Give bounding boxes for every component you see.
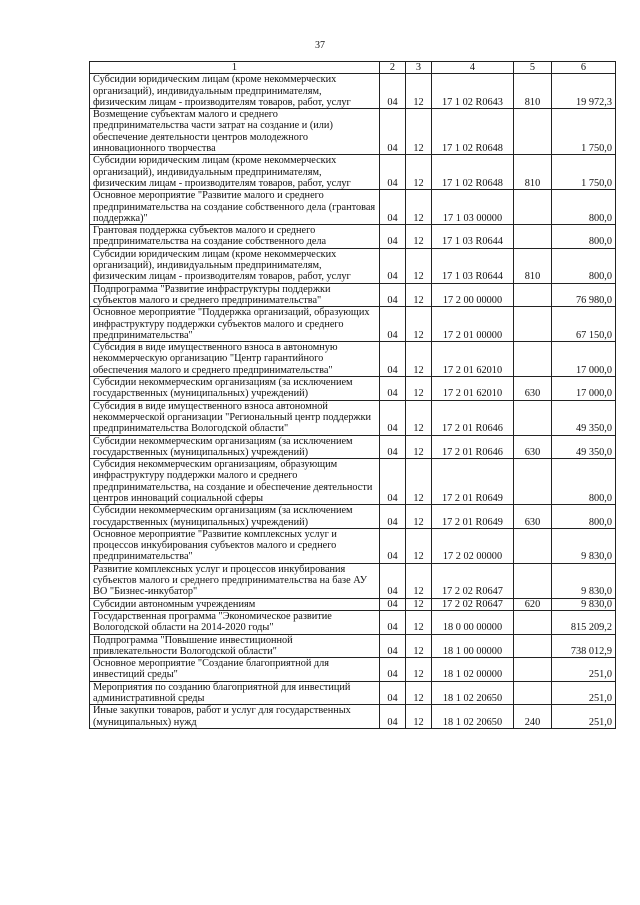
item-name: Подпрограмма "Повышение инвестиционной привлекательности Вологодской области" bbox=[90, 634, 380, 658]
section-code: 04 bbox=[380, 459, 406, 505]
section-code: 04 bbox=[380, 109, 406, 155]
section-code: 04 bbox=[380, 658, 406, 682]
target-article-code: 18 1 00 00000 bbox=[432, 634, 514, 658]
table-row bbox=[90, 563, 616, 598]
section-code: 04 bbox=[380, 283, 406, 307]
subsection-code: 12 bbox=[406, 505, 432, 529]
table-row bbox=[90, 658, 616, 682]
subsection-code: 12 bbox=[406, 681, 432, 705]
table-row bbox=[90, 225, 616, 249]
target-article-code: 18 1 02 00000 bbox=[432, 658, 514, 682]
target-article-code: 17 2 01 00000 bbox=[432, 307, 514, 342]
expense-type-code bbox=[514, 528, 552, 563]
amount: 815 209,2 bbox=[552, 610, 616, 634]
subsection-code: 12 bbox=[406, 634, 432, 658]
target-article-code: 17 2 00 00000 bbox=[432, 283, 514, 307]
table-row bbox=[90, 634, 616, 658]
amount: 49 350,0 bbox=[552, 435, 616, 459]
column-header: 5 bbox=[514, 62, 552, 74]
amount: 1 750,0 bbox=[552, 109, 616, 155]
expense-type-code: 810 bbox=[514, 155, 552, 190]
expense-type-code bbox=[514, 342, 552, 377]
section-code: 04 bbox=[380, 155, 406, 190]
amount: 800,0 bbox=[552, 248, 616, 283]
expense-type-code bbox=[514, 563, 552, 598]
subsection-code: 12 bbox=[406, 459, 432, 505]
table-row bbox=[90, 705, 616, 729]
expense-type-code bbox=[514, 283, 552, 307]
item-name: Субсидии некоммерческим организациям (за исключением государственных (муниципальных) учреждений) bbox=[90, 505, 380, 529]
table-row bbox=[90, 435, 616, 459]
subsection-code: 12 bbox=[406, 563, 432, 598]
amount: 738 012,9 bbox=[552, 634, 616, 658]
subsection-code: 12 bbox=[406, 248, 432, 283]
expense-type-code bbox=[514, 190, 552, 225]
table-row bbox=[90, 190, 616, 225]
amount: 17 000,0 bbox=[552, 342, 616, 377]
subsection-code: 12 bbox=[406, 283, 432, 307]
amount: 9 830,0 bbox=[552, 563, 616, 598]
table-row bbox=[90, 610, 616, 634]
amount: 67 150,0 bbox=[552, 307, 616, 342]
section-code: 04 bbox=[380, 74, 406, 109]
table-row bbox=[90, 681, 616, 705]
amount: 1 750,0 bbox=[552, 155, 616, 190]
amount: 251,0 bbox=[552, 658, 616, 682]
target-article-code: 17 1 02 R0648 bbox=[432, 155, 514, 190]
section-code: 04 bbox=[380, 563, 406, 598]
expense-type-code bbox=[514, 400, 552, 435]
item-name: Основное мероприятие "Развитие малого и среднего предпринимательства на создание собственного дела (грантовая поддержка)" bbox=[90, 190, 380, 225]
section-code: 04 bbox=[380, 681, 406, 705]
section-code: 04 bbox=[380, 307, 406, 342]
amount: 251,0 bbox=[552, 705, 616, 729]
subsection-code: 12 bbox=[406, 342, 432, 377]
section-code: 04 bbox=[380, 705, 406, 729]
item-name: Субсидии юридическим лицам (кроме некоммерческих организаций), индивидуальным предпринимателям, физическим лицам - производителям товаров, работ, услуг bbox=[90, 155, 380, 190]
amount: 17 000,0 bbox=[552, 377, 616, 401]
section-code: 04 bbox=[380, 342, 406, 377]
item-name: Государственная программа "Экономическое развитие Вологодской области на 2014-2020 годы" bbox=[90, 610, 380, 634]
section-code: 04 bbox=[380, 435, 406, 459]
table-row bbox=[90, 307, 616, 342]
column-header: 2 bbox=[380, 62, 406, 74]
table-row bbox=[90, 283, 616, 307]
expense-type-code: 810 bbox=[514, 74, 552, 109]
item-name: Основное мероприятие "Поддержка организаций, образующих инфраструктуру поддержки субъектов малого и среднего предпринимательства" bbox=[90, 307, 380, 342]
expense-type-code bbox=[514, 109, 552, 155]
subsection-code: 12 bbox=[406, 155, 432, 190]
table-row bbox=[90, 377, 616, 401]
target-article-code: 17 2 02 R0647 bbox=[432, 598, 514, 610]
target-article-code: 18 1 02 20650 bbox=[432, 681, 514, 705]
subsection-code: 12 bbox=[406, 400, 432, 435]
amount: 76 980,0 bbox=[552, 283, 616, 307]
item-name: Мероприятия по созданию благоприятной для инвестиций административной среды bbox=[90, 681, 380, 705]
target-article-code: 17 2 01 62010 bbox=[432, 377, 514, 401]
expense-type-code bbox=[514, 634, 552, 658]
amount: 9 830,0 bbox=[552, 528, 616, 563]
amount: 800,0 bbox=[552, 190, 616, 225]
table-row bbox=[90, 505, 616, 529]
expense-type-code: 810 bbox=[514, 248, 552, 283]
item-name: Субсидии некоммерческим организациям (за исключением государственных (муниципальных) учреждений) bbox=[90, 377, 380, 401]
section-code: 04 bbox=[380, 248, 406, 283]
amount: 251,0 bbox=[552, 681, 616, 705]
subsection-code: 12 bbox=[406, 190, 432, 225]
subsection-code: 12 bbox=[406, 528, 432, 563]
subsection-code: 12 bbox=[406, 658, 432, 682]
table-row bbox=[90, 155, 616, 190]
page-number: 37 bbox=[315, 40, 325, 51]
table-row bbox=[90, 248, 616, 283]
column-header: 3 bbox=[406, 62, 432, 74]
amount: 800,0 bbox=[552, 225, 616, 249]
table-row bbox=[90, 598, 616, 610]
item-name: Субсидии юридическим лицам (кроме некоммерческих организаций), индивидуальным предпринимателям, физическим лицам - производителям товаров, работ, услуг bbox=[90, 74, 380, 109]
target-article-code: 17 2 01 R0646 bbox=[432, 400, 514, 435]
amount: 9 830,0 bbox=[552, 598, 616, 610]
amount: 800,0 bbox=[552, 505, 616, 529]
section-code: 04 bbox=[380, 400, 406, 435]
subsection-code: 12 bbox=[406, 225, 432, 249]
expense-type-code bbox=[514, 658, 552, 682]
item-name: Субсидии юридическим лицам (кроме некоммерческих организаций), индивидуальным предпринимателям, физическим лицам - производителям товаров, работ, услуг bbox=[90, 248, 380, 283]
budget-table bbox=[89, 61, 616, 729]
column-header: 1 bbox=[90, 62, 380, 74]
subsection-code: 12 bbox=[406, 109, 432, 155]
target-article-code: 17 1 03 R0644 bbox=[432, 225, 514, 249]
item-name: Основное мероприятие "Развитие комплексных услуг и процессов инкубирования субъектов малого и среднего предпринимательства" bbox=[90, 528, 380, 563]
amount: 19 972,3 bbox=[552, 74, 616, 109]
target-article-code: 18 1 02 20650 bbox=[432, 705, 514, 729]
table-row bbox=[90, 342, 616, 377]
amount: 800,0 bbox=[552, 459, 616, 505]
target-article-code: 17 1 02 R0648 bbox=[432, 109, 514, 155]
subsection-code: 12 bbox=[406, 435, 432, 459]
item-name: Основное мероприятие "Создание благоприятной для инвестиций среды" bbox=[90, 658, 380, 682]
item-name: Субсидии некоммерческим организациям (за исключением государственных (муниципальных) учреждений) bbox=[90, 435, 380, 459]
expense-type-code: 620 bbox=[514, 598, 552, 610]
section-code: 04 bbox=[380, 377, 406, 401]
subsection-code: 12 bbox=[406, 377, 432, 401]
section-code: 04 bbox=[380, 505, 406, 529]
column-header: 6 bbox=[552, 62, 616, 74]
item-name: Развитие комплексных услуг и процессов инкубирования субъектов малого и среднего предпринимательства на базе АУ ВО "Бизнес-инкубатор" bbox=[90, 563, 380, 598]
expense-type-code: 240 bbox=[514, 705, 552, 729]
item-name: Субсидия в виде имущественного взноса в автономную некоммерческую организацию "Центр гарантийного обеспечения малого и среднего предпринимательства" bbox=[90, 342, 380, 377]
section-code: 04 bbox=[380, 598, 406, 610]
target-article-code: 17 2 01 R0649 bbox=[432, 505, 514, 529]
table-header-row bbox=[90, 62, 616, 74]
table-row bbox=[90, 109, 616, 155]
target-article-code: 17 2 01 R0646 bbox=[432, 435, 514, 459]
expense-type-code bbox=[514, 610, 552, 634]
subsection-code: 12 bbox=[406, 598, 432, 610]
item-name: Субсидии автономным учреждениям bbox=[90, 598, 380, 610]
item-name: Иные закупки товаров, работ и услуг для государственных (муниципальных) нужд bbox=[90, 705, 380, 729]
item-name: Подпрограмма "Развитие инфраструктуры поддержки субъектов малого и среднего предпринимательства" bbox=[90, 283, 380, 307]
section-code: 04 bbox=[380, 190, 406, 225]
target-article-code: 17 1 02 R0643 bbox=[432, 74, 514, 109]
expense-type-code bbox=[514, 225, 552, 249]
item-name: Субсидия в виде имущественного взноса автономной некоммерческой организации "Региональный центр поддержки предпринимательства Вологодской области" bbox=[90, 400, 380, 435]
target-article-code: 17 2 01 62010 bbox=[432, 342, 514, 377]
section-code: 04 bbox=[380, 528, 406, 563]
table-row bbox=[90, 528, 616, 563]
column-header: 4 bbox=[432, 62, 514, 74]
expense-type-code: 630 bbox=[514, 377, 552, 401]
target-article-code: 17 1 03 00000 bbox=[432, 190, 514, 225]
expense-type-code bbox=[514, 307, 552, 342]
table-row bbox=[90, 459, 616, 505]
target-article-code: 17 2 02 00000 bbox=[432, 528, 514, 563]
item-name: Возмещение субъектам малого и среднего предпринимательства части затрат на создание и (или) обеспечение деятельности центров молодежного инновационного творчества bbox=[90, 109, 380, 155]
target-article-code: 17 1 03 R0644 bbox=[432, 248, 514, 283]
item-name: Грантовая поддержка субъектов малого и среднего предпринимательства на создание собственного дела bbox=[90, 225, 380, 249]
expense-type-code: 630 bbox=[514, 505, 552, 529]
table-row bbox=[90, 400, 616, 435]
section-code: 04 bbox=[380, 610, 406, 634]
subsection-code: 12 bbox=[406, 610, 432, 634]
subsection-code: 12 bbox=[406, 307, 432, 342]
item-name: Субсидия некоммерческим организациям, образующим инфраструктуру поддержки малого и среднего предпринимательства, на создание и обеспечение деятельности центров инноваций социальной сферы bbox=[90, 459, 380, 505]
section-code: 04 bbox=[380, 634, 406, 658]
subsection-code: 12 bbox=[406, 705, 432, 729]
expense-type-code bbox=[514, 681, 552, 705]
target-article-code: 17 2 01 R0649 bbox=[432, 459, 514, 505]
target-article-code: 18 0 00 00000 bbox=[432, 610, 514, 634]
target-article-code: 17 2 02 R0647 bbox=[432, 563, 514, 598]
section-code: 04 bbox=[380, 225, 406, 249]
expense-type-code bbox=[514, 459, 552, 505]
table-row bbox=[90, 74, 616, 109]
expense-type-code: 630 bbox=[514, 435, 552, 459]
subsection-code: 12 bbox=[406, 74, 432, 109]
amount: 49 350,0 bbox=[552, 400, 616, 435]
